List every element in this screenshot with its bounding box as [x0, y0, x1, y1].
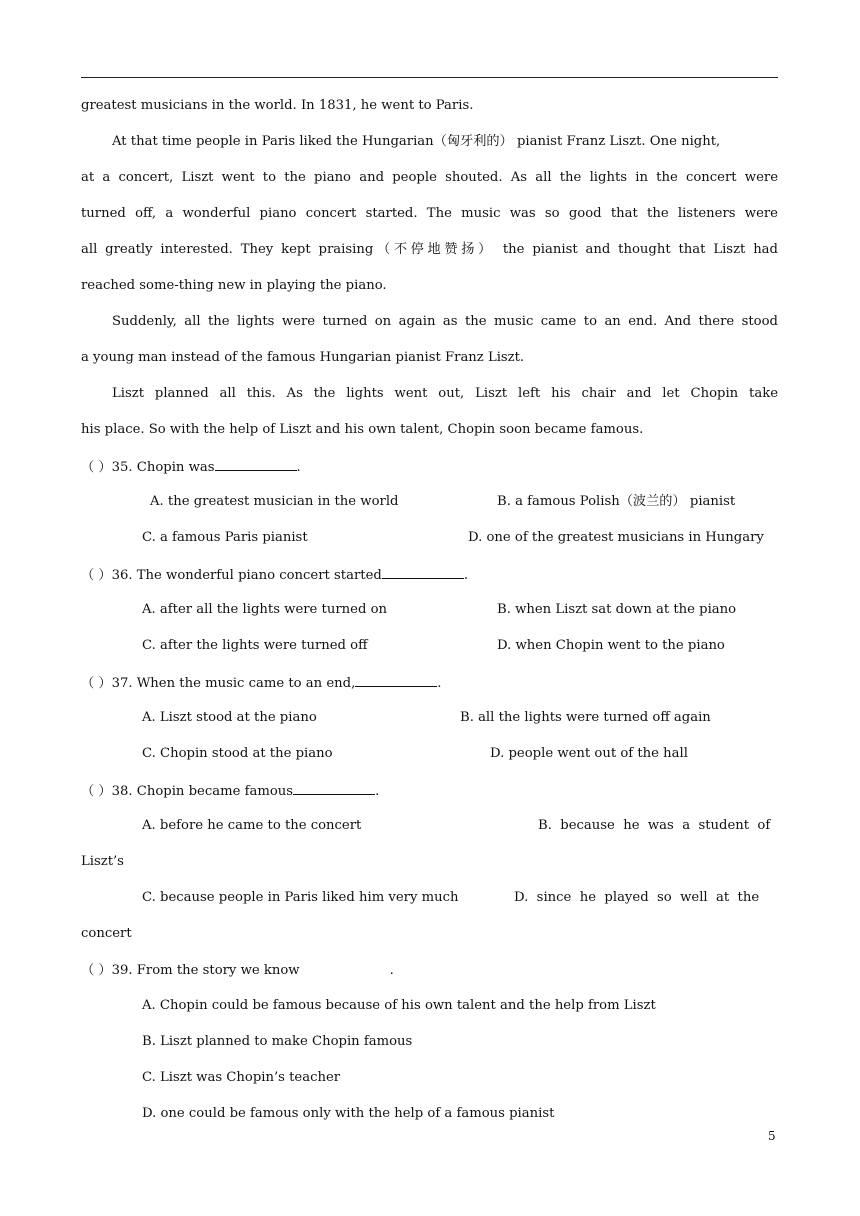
- passage-line: his place. So with the help of Liszt and his own talent, Chopin soon became famous.: [81, 422, 644, 437]
- passage-line: Suddenly, all the lights were turned on again as the music came to an end. And there stood: [112, 314, 778, 329]
- passage-line: at a concert, Liszt went to the piano and people shouted. As all the lights in the concert were: [81, 170, 778, 185]
- answer-parenthesis: （ ）: [81, 460, 112, 475]
- question-38-option-c: C. because people in Paris liked him very much: [142, 890, 459, 905]
- question-37-option-c: C. Chopin stood at the piano: [142, 746, 333, 761]
- passage-line: At that time people in Paris liked the Hungarian（匈牙利的） pianist Franz Liszt. One night,: [112, 134, 721, 149]
- answer-parenthesis: （ ）: [81, 676, 112, 691]
- passage-line: all greatly interested. They kept praising（不停地赞扬） the pianist and thought that Liszt had: [81, 242, 778, 257]
- question-38-stem: （ ）38. Chopin became famous .: [81, 780, 778, 802]
- question-37-option-b: B. all the lights were turned off again: [460, 710, 711, 725]
- question-35-option-b: B. a famous Polish（波兰的） pianist: [497, 494, 736, 509]
- question-36-option-d: D. when Chopin went to the piano: [497, 638, 725, 653]
- answer-parenthesis: （ ）: [81, 568, 112, 583]
- question-39-option-d: D. one could be famous only with the help of a famous pianist: [142, 1106, 555, 1121]
- question-38-option-b: B. because he was a student of: [538, 818, 771, 833]
- question-37-option-a: A. Liszt stood at the piano: [142, 710, 317, 725]
- answer-parenthesis: （ ）: [81, 963, 112, 978]
- answer-blank: [355, 672, 437, 687]
- question-38-option-a: A. before he came to the concert: [142, 818, 362, 833]
- question-35-option-a: A. the greatest musician in the world: [150, 494, 399, 509]
- answer-blank: [293, 780, 375, 795]
- answer-parenthesis: （ ）: [81, 784, 112, 799]
- question-38-option-b-continued: Liszt’s: [81, 854, 124, 869]
- header-rule: [81, 77, 778, 78]
- answer-blank: [215, 456, 297, 471]
- passage-line: turned off, a wonderful piano concert started. The music was so good that the listeners were: [81, 206, 778, 221]
- question-36-option-c: C. after the lights were turned off: [142, 638, 368, 653]
- question-39-option-a: A. Chopin could be famous because of his own talent and the help from Liszt: [142, 998, 656, 1013]
- question-35-option-d: D. one of the greatest musicians in Hungary: [468, 530, 764, 545]
- passage-line: reached some-thing new in playing the piano.: [81, 278, 387, 293]
- question-38-option-d-continued: concert: [81, 926, 132, 941]
- page-number: 5: [768, 1129, 776, 1143]
- question-37-stem: （ ）37. When the music came to an end, .: [81, 672, 778, 694]
- answer-blank: [300, 960, 390, 974]
- question-36-stem: （ ）36. The wonderful piano concert started .: [81, 564, 778, 586]
- question-37-option-d: D. people went out of the hall: [490, 746, 688, 761]
- passage-line: greatest musicians in the world. In 1831, he went to Paris.: [81, 98, 474, 113]
- passage-line: a young man instead of the famous Hungarian pianist Franz Liszt.: [81, 350, 525, 365]
- answer-blank: [382, 564, 464, 579]
- question-39-option-b: B. Liszt planned to make Chopin famous: [142, 1034, 413, 1049]
- question-35-option-c: C. a famous Paris pianist: [142, 530, 308, 545]
- question-36-option-b: B. when Liszt sat down at the piano: [497, 602, 737, 617]
- passage-line: Liszt planned all this. As the lights went out, Liszt left his chair and let Chopin take: [112, 386, 778, 401]
- question-38-option-d: D. since he played so well at the: [514, 890, 760, 905]
- question-39-option-c: C. Liszt was Chopin’s teacher: [142, 1070, 341, 1085]
- question-35-stem: （ ）35. Chopin was .: [81, 456, 778, 478]
- question-36-option-a: A. after all the lights were turned on: [142, 602, 388, 617]
- question-39-stem: （ ）39. From the story we know .: [81, 960, 778, 981]
